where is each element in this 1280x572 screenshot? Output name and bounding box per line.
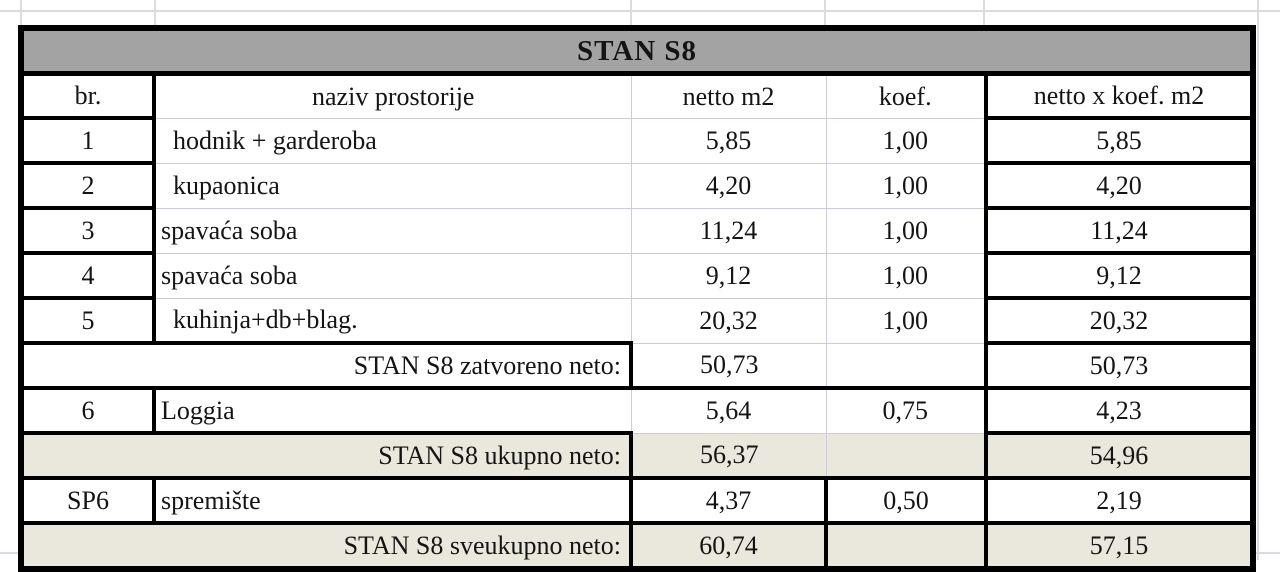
cell-name: spavaća soba [154, 253, 631, 298]
spreadsheet-gridline [0, 10, 1280, 12]
summary-row-sveukupno [21, 523, 1253, 569]
table-title-row [21, 28, 1253, 74]
cell-br: 5 [21, 298, 154, 343]
summary-koef [826, 433, 986, 478]
apartment-area-table [18, 25, 1256, 572]
summary-netto: 50,73 [631, 343, 826, 388]
cell-result: 4,20 [986, 163, 1253, 208]
cell-result: 5,85 [986, 118, 1253, 163]
cell-result: 4,23 [986, 388, 1253, 433]
cell-result: 9,12 [986, 253, 1253, 298]
table-row [21, 298, 1253, 343]
summary-result: 57,15 [986, 523, 1253, 569]
cell-result: 20,32 [986, 298, 1253, 343]
cell-netto: 4,20 [631, 163, 826, 208]
cell-result: 2,19 [986, 478, 1253, 523]
cell-netto: 4,37 [631, 478, 826, 523]
summary-row-zatvoreno [21, 343, 1253, 388]
cell-result: 11,24 [986, 208, 1253, 253]
table-row [21, 208, 1253, 253]
cell-koef: 1,00 [826, 208, 986, 253]
table-row [21, 118, 1253, 163]
summary-netto: 56,37 [631, 433, 826, 478]
header-netto: netto m2 [631, 74, 826, 119]
summary-label: STAN S8 zatvoreno neto: [21, 343, 631, 388]
summary-result: 50,73 [986, 343, 1253, 388]
cell-koef: 1,00 [826, 163, 986, 208]
summary-result: 54,96 [986, 433, 1253, 478]
summary-label: STAN S8 sveukupno neto: [21, 523, 631, 569]
cell-netto: 9,12 [631, 253, 826, 298]
cell-br: 6 [21, 388, 154, 433]
cell-netto: 5,85 [631, 118, 826, 163]
cell-br: 4 [21, 253, 154, 298]
cell-name: Loggia [154, 388, 631, 433]
table-row [21, 388, 1253, 433]
cell-netto: 11,24 [631, 208, 826, 253]
table-row [21, 253, 1253, 298]
summary-row-ukupno [21, 433, 1253, 478]
cell-koef: 0,75 [826, 388, 986, 433]
header-br: br. [21, 74, 154, 119]
cell-br: SP6 [21, 478, 154, 523]
table-title: STAN S8 [21, 28, 1253, 74]
cell-netto: 20,32 [631, 298, 826, 343]
cell-name: spremište [154, 478, 631, 523]
cell-br: 3 [21, 208, 154, 253]
cell-koef: 0,50 [826, 478, 986, 523]
summary-koef [826, 523, 986, 569]
summary-label: STAN S8 ukupno neto: [21, 433, 631, 478]
cell-koef: 1,00 [826, 298, 986, 343]
cell-name: kupaonica [154, 163, 631, 208]
cell-koef: 1,00 [826, 118, 986, 163]
spreadsheet-gridline [1257, 0, 1259, 560]
summary-netto: 60,74 [631, 523, 826, 569]
header-koef: koef. [826, 74, 986, 119]
header-row [21, 74, 1253, 119]
cell-br: 1 [21, 118, 154, 163]
cell-name: spavaća soba [154, 208, 631, 253]
table-row-sp6 [21, 478, 1253, 523]
header-result: netto x koef. m2 [986, 74, 1253, 119]
cell-name: hodnik + garderoba [154, 118, 631, 163]
summary-koef [826, 343, 986, 388]
cell-koef: 1,00 [826, 253, 986, 298]
cell-netto: 5,64 [631, 388, 826, 433]
table-row [21, 163, 1253, 208]
header-name: naziv prostorije [154, 74, 631, 119]
cell-br: 2 [21, 163, 154, 208]
cell-name: kuhinja+db+blag. [154, 298, 631, 343]
